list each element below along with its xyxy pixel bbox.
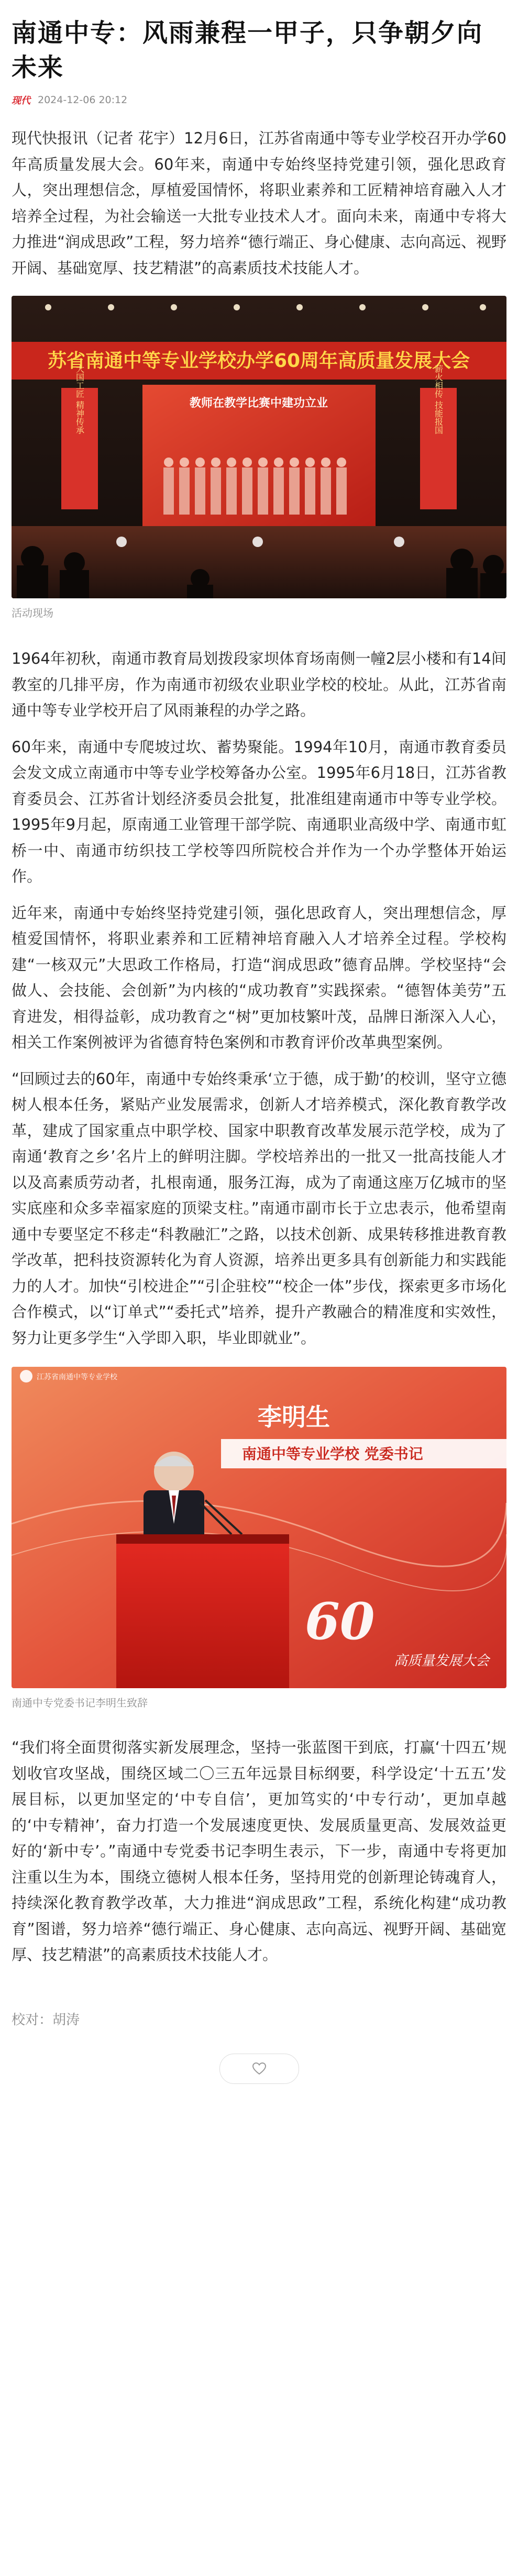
photo-right-panel: 薪火相传 技能报国 — [433, 364, 444, 434]
editor-credit: 校对：胡涛 — [12, 2012, 80, 2028]
event-photo — [12, 296, 506, 598]
photo-speaker-title: 南通中等专业学校 党委书记 — [242, 1445, 423, 1463]
photo-event-name: 高质量发展大会 — [394, 1653, 490, 1669]
speaker-photo — [12, 1367, 506, 1688]
photo-badge-number: 60 — [305, 1592, 375, 1651]
photo-school-name: 江苏省南通中等专业学校 — [37, 1373, 117, 1381]
article-paragraph: 1964年初秋，南通市教育局划拨段家坝体育场南侧一幢2层小楼和有14间教室的几排平房，作为南通市初级农业职业学校的校址。从此，江苏省南通中等专业学校开启了风雨兼程的办学之路。 — [12, 650, 506, 719]
heart-icon — [252, 2062, 266, 2075]
photo-screen-title: 教师在教学比赛中建功立业 — [189, 397, 328, 410]
photo-caption: 南通中专党委书记李明生致辞 — [12, 1697, 148, 1709]
like-button[interactable] — [219, 2054, 299, 2084]
article-title: 南通中专：风雨兼程一甲子，只争朝夕向未来 — [12, 18, 483, 82]
photo-caption: 活动现场 — [12, 607, 53, 619]
article-paragraph: 近年来，南通中专始终坚持党建引领，强化思政育人，突出理想信念，厚植爱国情怀，将职业素养和工匠精神培育融入人才培养全过程。学校构建“一核双元”大思政工作格局，打造“润成思政”德育品牌。学校坚持“会做人、会技能、会创新”为内核的“成功教育”实践探索。“德智体美劳”五育进发，相得益彰，成功教育之“树”更加枝繁叶茂，品牌日渐深入人心，相关工作案例被评为省德育特色案例和市教育评价改革典型案例。 — [12, 904, 506, 1051]
photo-speaker-name: 李明生 — [258, 1403, 330, 1431]
photo-banner-text: 苏省南通中等专业学校办学60周年高质量发展大会 — [47, 350, 470, 372]
article-paragraph: “回顾过去的60年，南通中专始终秉承‘立于德，成于勤’的校训，坚守立德树人根本任务，紧贴产业发展需求，创新人才培养模式，深化教育教学改革，建成了国家重点中职学校、国家中职教育改革发展示范学校，成为了南通‘教育之乡’名片上的鲜明注脚。学校培养出的一批又一批高技能人才以及高素质劳动者，扎根南通，服务江海，成为了南通这座万亿城市的坚实底座和众多幸福家庭的顶梁支柱。”南通市副市长于立忠表示，他希望南通中专要坚定不移走“科教融汇”之路，以技术创新、成果转移推进教育教学改革，把科技资源转化为育人资源，培养出更多具有创新能力和实践能力的人才。加快“引校进企”“引企驻校”“校企一体”步伐，探索更多市场化合作模式，以“订单式”“委托式”培养，提升产教融合的精准度和实效性，努力让更多学生“入学即入职，毕业即就业”。 — [12, 1069, 506, 1347]
photo-left-panel: 大国工匠 精神传承 — [74, 364, 85, 434]
publish-date: 2024-12-06 20:12 — [38, 94, 128, 106]
article-paragraph: 现代快报讯（记者 花宇）12月6日，江苏省南通中等专业学校召开办学60年高质量发展大会。60年来，南通中专始终坚持党建引领，强化思政育人，突出理想信念，厚植爱国情怀，将职业素养和工匠精神培育融入人才培养全过程，为社会输送一大批专业技术人才。面向未来，南通中专将大力推进“润成思政”工程，努力培养“德行端正、身心健康、志向高远、视野开阔、基础宽厚、技艺精湛”的高素质技术技能人才。 — [12, 129, 506, 277]
like-row — [12, 2054, 506, 2084]
article-meta — [12, 92, 506, 108]
article-paragraph: “我们将全面贯彻落实新发展理念，坚持一张蓝图干到底，打赢‘十四五’规划收官攻坚战，围绕区域二〇三五年远景目标纲要，科学设定‘十五五’发展目标，以更加坚定的‘中专自信’，更加笃实的‘中专行动’，更加卓越的‘中专精神’，奋力打造一个发展速度更快、发展质量更高、发展效益更好的‘新中专’。”南通中专党委书记李明生表示，下一步，南通中专将更加注重以生为本，围绕立德树人根本任务，坚持用党的创新理论铸魂育人，持续深化教育教学改革，大力推进“润成思政”工程，系统化构建“成功教育”图谱，努力培养“德行端正、身心健康、志向高远、视野开阔、基础宽厚、技艺精湛”的高素质技术技能人才。 — [12, 1738, 506, 1964]
source-logo: 现代 — [12, 95, 30, 106]
article-paragraph: 60年来，南通中专爬坡过坎、蓄势聚能。1994年10月，南通市教育委员会发文成立南通市中等专业学校筹备办公室。1995年6月18日，江苏省教育委员会、江苏省计划经济委员会批复，批准组建南通市中等专业学校。1995年9月起，原南通工业管理干部学院、南通职业高级中学、南通市虹桥一中、南通市纺织技工学校等四所院校合并作为一个办学整体开始运作。 — [12, 738, 506, 885]
article-page — [0, 16, 518, 2084]
